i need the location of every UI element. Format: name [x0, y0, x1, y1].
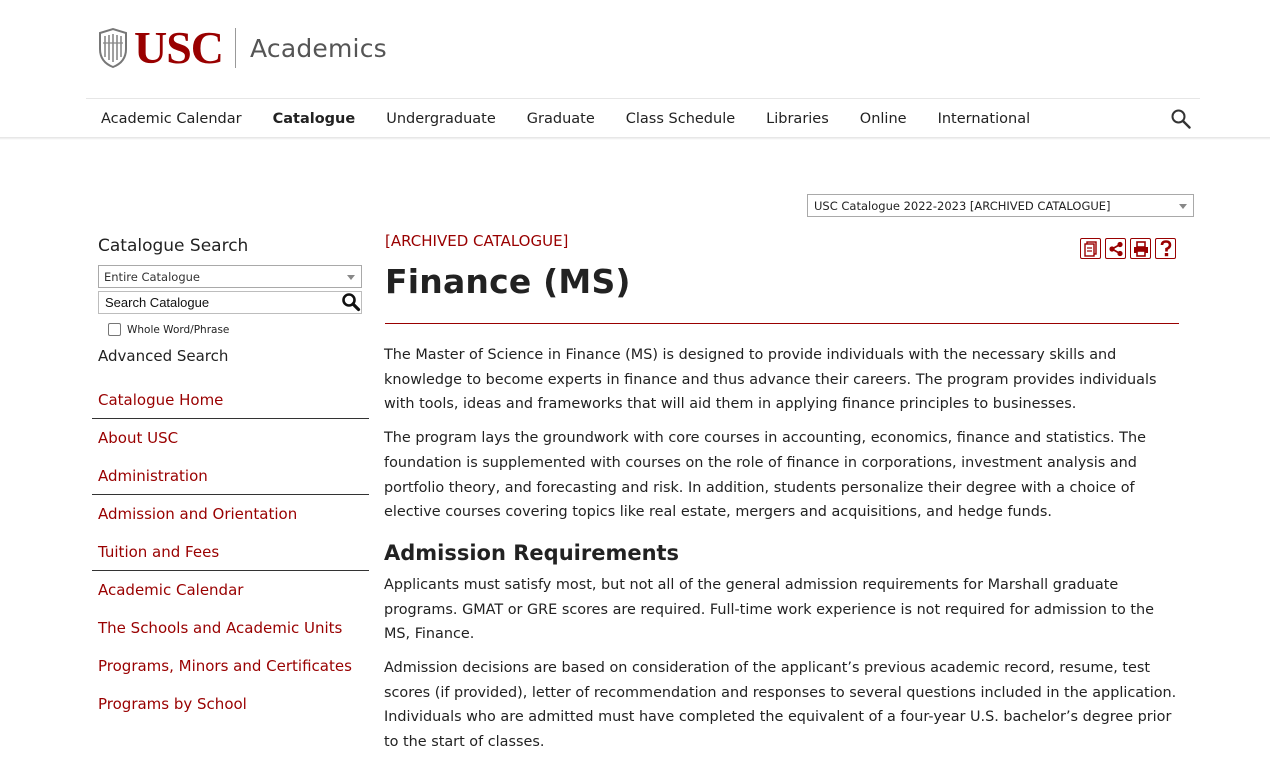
- header-shadow: [0, 137, 1270, 140]
- program-description: [384, 343, 1179, 764]
- search-submit-icon[interactable]: [341, 292, 361, 312]
- title-divider: [385, 323, 1179, 324]
- add-to-portfolio-button[interactable]: [1080, 238, 1101, 259]
- sidebar-item-catalogue-home[interactable]: Catalogue Home: [92, 381, 369, 419]
- sidebar-item-academic-calendar[interactable]: Academic Calendar: [98, 581, 244, 599]
- checkbox-icon[interactable]: [108, 323, 121, 336]
- nav-online[interactable]: Online: [859, 111, 907, 127]
- whole-word-option[interactable]: [102, 323, 229, 336]
- intro-paragraph: The program lays the groundwork with core courses in accounting, economics, finance and statistics. The foundation is supplemented with courses on the role of finance in corporations, investment analysis and portfolio theory, and forecasting and risk. In addition, students personalize their degree with a choice of elective courses covering topics like real estate, mergers and acquisitions, and hedge funds.: [384, 430, 1146, 521]
- nav-libraries[interactable]: Libraries: [766, 111, 829, 127]
- print-button[interactable]: [1130, 238, 1151, 259]
- nav-graduate[interactable]: Graduate: [526, 111, 595, 127]
- catalogue-search-title: Catalogue Search: [98, 236, 249, 256]
- catalogue-version-value: USC Catalogue 2022-2023 [ARCHIVED CATALOGUE]: [814, 199, 1111, 213]
- add-to-portfolio-icon: [1084, 241, 1098, 257]
- nav-international[interactable]: International: [937, 111, 1031, 127]
- sidebar-item-admission[interactable]: Admission and Orientation: [98, 505, 298, 523]
- share-button[interactable]: [1105, 238, 1126, 259]
- usc-wordmark: USC: [134, 22, 224, 73]
- search-input-value: Search Catalogue: [105, 295, 210, 310]
- search-icon[interactable]: [1170, 108, 1192, 130]
- nav-academic-calendar[interactable]: Academic Calendar: [101, 111, 242, 127]
- advanced-search-link[interactable]: Advanced Search: [98, 347, 229, 365]
- usc-seal-icon: [96, 27, 130, 69]
- usc-logo[interactable]: [96, 22, 387, 73]
- admission-paragraph: Admission decisions are based on consideration of the applicant’s previous academic record, resume, test scores (if provided), letter of recommendation and responses to several questions included in the application. Individuals who are admitted must have completed the equivalent of a four-year U.S. bachelor’s degree prior to the start of classes.: [384, 660, 1177, 751]
- share-icon: [1108, 241, 1124, 257]
- sidebar-item-about-usc[interactable]: About USC: [98, 429, 179, 447]
- admission-heading: Admission Requirements: [384, 540, 680, 565]
- help-icon: [1159, 240, 1173, 257]
- page-title: Finance (MS): [385, 262, 631, 301]
- search-scope-value: Entire Catalogue: [104, 270, 200, 284]
- main-nav: [86, 98, 1200, 138]
- chevron-down-icon: [1179, 204, 1187, 209]
- site-name[interactable]: Academics: [250, 33, 387, 63]
- sidebar-nav: [92, 381, 369, 723]
- page-toolbar: [1080, 238, 1180, 259]
- sidebar-item-schools[interactable]: The Schools and Academic Units: [98, 619, 343, 637]
- nav-catalogue[interactable]: Catalogue: [272, 111, 356, 127]
- nav-undergraduate[interactable]: Undergraduate: [386, 111, 496, 127]
- catalogue-version-select[interactable]: [807, 194, 1194, 217]
- chevron-down-icon: [347, 275, 355, 280]
- search-scope-select[interactable]: [98, 265, 362, 288]
- search-input[interactable]: [98, 291, 362, 314]
- logo-divider: [235, 28, 236, 68]
- sidebar-item-programs-by-school[interactable]: Programs by School: [98, 695, 247, 713]
- archived-label: [ARCHIVED CATALOGUE]: [385, 232, 569, 250]
- print-icon: [1133, 241, 1149, 257]
- whole-word-label: Whole Word/Phrase: [127, 323, 230, 336]
- intro-paragraph: The Master of Science in Finance (MS) is designed to provide individuals with the necessary skills and knowledge to become experts in finance and thus advance their careers. The program provides individuals with tools, ideas and frameworks that will aid them in applying finance principles to businesses.: [384, 347, 1157, 413]
- sidebar-item-programs[interactable]: Programs, Minors and Certificates: [98, 657, 352, 675]
- nav-class-schedule[interactable]: Class Schedule: [625, 111, 736, 127]
- sidebar-item-tuition[interactable]: Tuition and Fees: [92, 533, 369, 571]
- sidebar-item-administration[interactable]: Administration: [92, 457, 369, 495]
- site-header: [0, 0, 1270, 138]
- help-button[interactable]: [1155, 238, 1176, 259]
- admission-paragraph: Applicants must satisfy most, but not all of the general admission requirements for Marshall graduate programs. GMAT or GRE scores are required. Full-time work experience is not required for admission to the MS, Finance.: [384, 576, 1155, 643]
